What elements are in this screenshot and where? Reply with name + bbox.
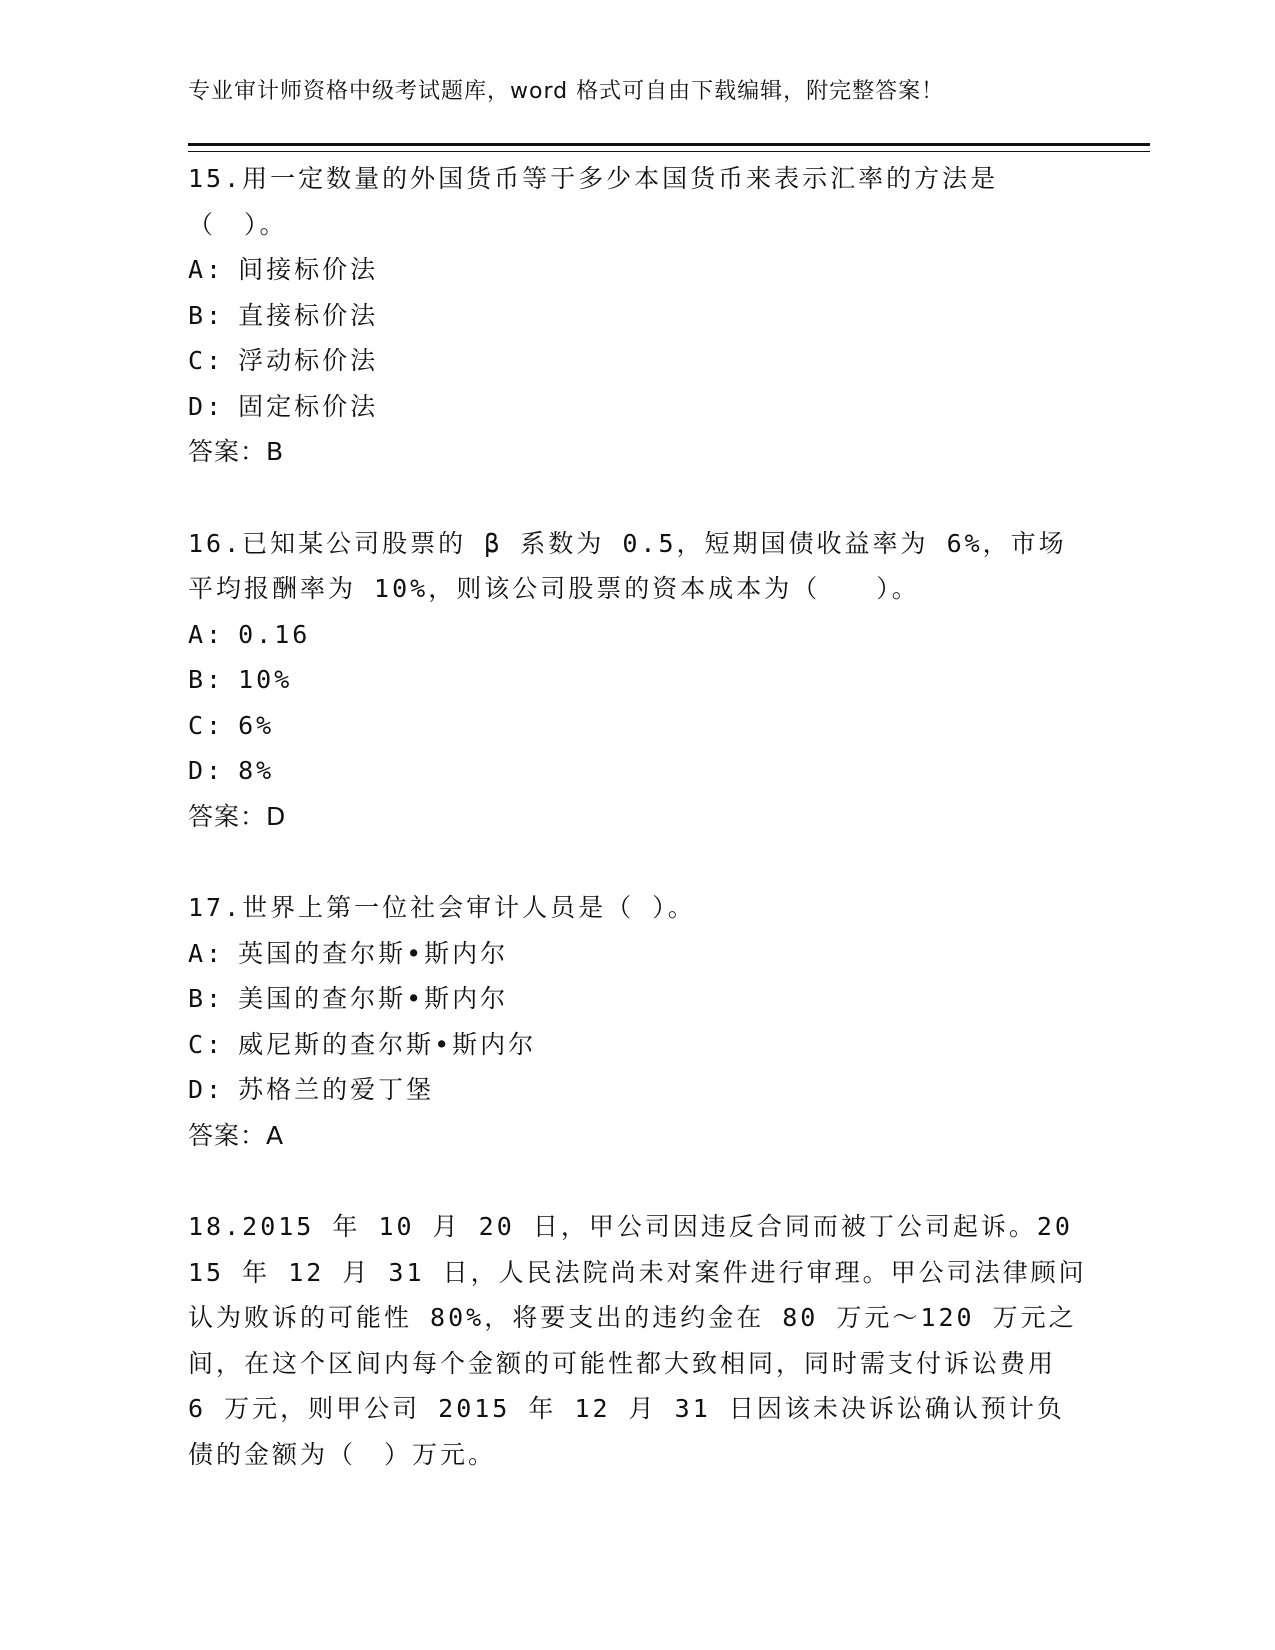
option-text: 固定标价法: [238, 391, 379, 421]
option-label: D:: [188, 391, 225, 421]
option-text: 8%: [238, 756, 275, 785]
option-d: [188, 384, 1088, 430]
option-b: [188, 657, 1088, 703]
question-number: 17.: [188, 893, 243, 922]
answer: 答案：A: [188, 1120, 285, 1150]
option-label: A:: [188, 938, 225, 968]
option-d: [188, 748, 1088, 794]
option-text: 直接标价法: [238, 300, 379, 330]
question-body: 已知某公司股票的 β 系数为 0.5，短期国债收益率为 6%，市场平均报酬率为 10%，则该公司股票的资本成本为（ ）。: [188, 528, 1067, 603]
option-label: C:: [188, 710, 225, 740]
question-18: [188, 1204, 1088, 1477]
option-text: 间接标价法: [238, 255, 379, 284]
option-label: C:: [188, 346, 225, 375]
option-label: C:: [188, 1029, 225, 1059]
question-number: 16.: [188, 528, 243, 558]
header-rule-thick: [188, 143, 1150, 146]
option-label: B:: [188, 984, 225, 1013]
option-c: [188, 1022, 1088, 1068]
option-c: [188, 338, 1088, 384]
option-d: [188, 1067, 1088, 1113]
option-text: 威尼斯的查尔斯•斯内尔: [238, 1029, 537, 1059]
option-a: [188, 931, 1088, 977]
question-body: 世界上第一位社会审计人员是（ ）。: [242, 893, 696, 922]
question-text: [188, 156, 1088, 247]
option-label: B:: [188, 300, 225, 330]
question-body: 用一定数量的外国货币等于多少本国货币来表示汇率的方法是（ ）。: [188, 164, 999, 239]
option-label: B:: [188, 665, 225, 694]
option-a: [188, 247, 1088, 293]
option-text: 英国的查尔斯•斯内尔: [238, 938, 509, 968]
option-b: [188, 976, 1088, 1022]
question-body: 2015 年 10 月 20 日，甲公司因违反合同而被丁公司起诉。2015 年 12 月 31 日，人民法院尚未对案件进行审理。甲公司法律顾问认为败诉的可能性 80%，将要支出的违约金在 80 万元～120 万元之间，在这个区间内每个金额的可能性都大致相同，同时需支付诉讼费用 6 万元，则甲公司 2015 年 12 月 31 日因该未决诉讼确认预计负债的金额为（ ）万元。: [188, 1212, 1087, 1469]
option-label: D:: [188, 756, 225, 785]
question-text: [188, 1204, 1088, 1477]
question-15: [188, 156, 1088, 475]
option-b: [188, 293, 1088, 339]
option-a: [188, 612, 1088, 658]
question-number: 15.: [188, 164, 243, 193]
answer: 答案：B: [188, 437, 285, 466]
option-text: 浮动标价法: [238, 346, 379, 375]
question-text: [188, 885, 1088, 931]
option-text: 苏格兰的爱丁堡: [238, 1075, 435, 1104]
answer: 答案：D: [188, 801, 287, 831]
question-number: 18.: [188, 1212, 243, 1241]
question-list: [188, 156, 1088, 1523]
question-16: [188, 521, 1088, 840]
header-rule-thin: [188, 151, 1150, 152]
question-text: [188, 521, 1088, 612]
option-label: D:: [188, 1075, 225, 1104]
option-label: A:: [188, 619, 225, 649]
option-text: 0.16: [238, 619, 311, 649]
question-17: [188, 885, 1088, 1158]
option-text: 10%: [238, 665, 293, 694]
option-c: [188, 703, 1088, 749]
page-header: 专业审计师资格中级考试题库，word 格式可自由下载编辑，附完整答案！: [188, 79, 945, 104]
option-label: A:: [188, 255, 225, 284]
option-text: 6%: [238, 710, 275, 740]
option-text: 美国的查尔斯•斯内尔: [238, 984, 509, 1013]
